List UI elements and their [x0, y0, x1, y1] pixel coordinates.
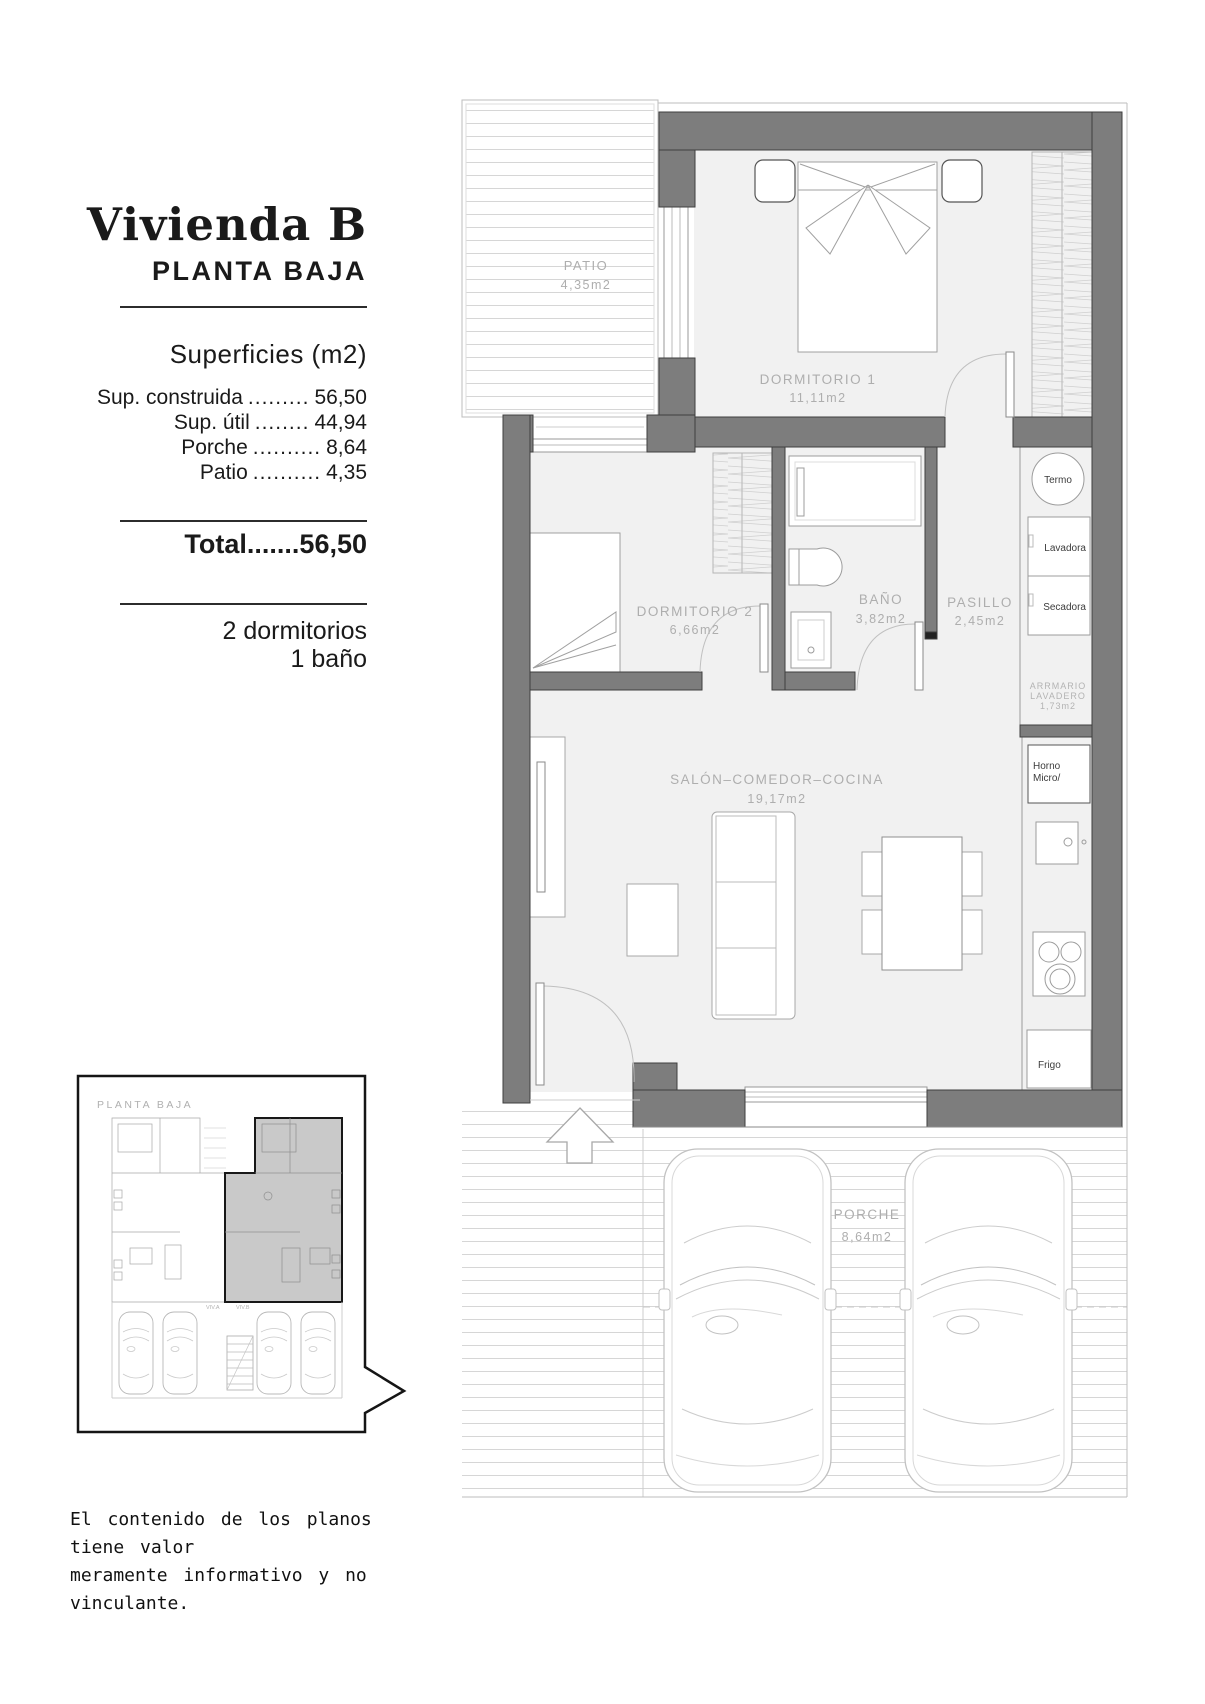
bathroom-area: 3,82m2	[855, 612, 907, 626]
door-opening-floor	[945, 417, 1013, 447]
surface-row: Sup. construida ......... 56,50	[96, 386, 367, 409]
wall	[772, 447, 785, 690]
disclaimer-line2: meramente informativo y no vinculante.	[70, 1565, 367, 1614]
wall	[503, 415, 530, 1103]
page-title: Vivienda B	[86, 198, 367, 251]
patio-area: 4,35m2	[560, 278, 612, 292]
hob	[1033, 932, 1085, 996]
window	[745, 1087, 927, 1102]
wall	[647, 415, 695, 452]
bathroom-label: BAÑO	[858, 592, 904, 607]
porch-label: PORCHE	[833, 1207, 901, 1222]
wall	[659, 358, 695, 418]
bedroom1-label: DORMITORIO 1	[759, 372, 877, 387]
surfaces-heading: Superficies (m2)	[169, 339, 367, 369]
surface-row: Sup. útil ........ 44,94	[173, 411, 367, 434]
double-bed	[798, 162, 937, 352]
nightstand	[755, 160, 795, 202]
patio	[462, 100, 658, 417]
living-room-label: SALÓN–COMEDOR–COCINA	[670, 772, 884, 787]
oven-label-line1: Horno	[1033, 761, 1061, 772]
wall	[659, 112, 1122, 150]
door-jamb	[925, 632, 937, 639]
disclaimer-line1: El contenido de los planos tiene valor	[70, 1509, 372, 1558]
key-plan	[78, 1076, 404, 1432]
living-room-area: 19,17m2	[747, 792, 807, 806]
key-plan-title: PLANTA BAJA	[97, 1099, 194, 1111]
dining-chair	[862, 852, 882, 896]
key-plan-unit-a-label: VIV.A	[206, 1305, 220, 1311]
wardrobe	[1032, 152, 1092, 417]
wall	[633, 1090, 745, 1127]
dining-table	[882, 837, 962, 970]
wall	[785, 672, 855, 690]
feature-bedrooms: 2 dormitorios	[222, 617, 367, 645]
sofa	[712, 812, 795, 1019]
hallway-area: 2,45m2	[954, 614, 1006, 628]
bathtub	[789, 456, 921, 526]
laundry-closet-label2: LAVADERO	[1030, 691, 1086, 701]
feature-bathrooms: 1 baño	[290, 645, 367, 673]
coffee-table	[627, 884, 678, 956]
bedroom1-area: 11,11m2	[789, 391, 847, 405]
surface-row: Patio .......... 4,35	[199, 461, 367, 484]
single-bed	[530, 533, 620, 672]
nightstand	[942, 160, 982, 202]
dining-chair	[862, 910, 882, 954]
dryer-label: Secadora	[1043, 602, 1086, 613]
oven-label-line2: Micro/	[1033, 773, 1061, 784]
wall	[695, 417, 945, 447]
total-row: Total.......56,50	[184, 529, 367, 559]
fridge	[1027, 1030, 1091, 1088]
key-plan-unit-b-label: VIV.B	[236, 1305, 250, 1311]
laundry-closet-label1: ARRMARIO	[1029, 681, 1087, 691]
bedroom2-label: DORMITORIO 2	[636, 604, 754, 619]
patio-hatch	[466, 104, 654, 413]
car	[659, 1149, 836, 1492]
fridge-label: Frigo	[1038, 1060, 1061, 1071]
surface-row: Porche .......... 8,64	[181, 436, 367, 459]
wall	[1092, 112, 1122, 1127]
key-plan-stairs	[227, 1336, 253, 1390]
hallway-label: PASILLO	[947, 595, 1013, 610]
disclaimer	[70, 1506, 430, 1618]
wall	[927, 1090, 1122, 1127]
wall	[1020, 725, 1092, 737]
bedroom2-area: 6,66m2	[669, 623, 721, 637]
kitchen-sink	[1036, 822, 1086, 864]
page-subtitle: PLANTA BAJA	[152, 256, 367, 286]
wall	[1013, 417, 1092, 447]
porch-area: 8,64m2	[841, 1230, 893, 1244]
dining-chair	[962, 852, 982, 896]
patio-label: PATIO	[563, 258, 609, 273]
window	[533, 427, 647, 452]
wall	[530, 672, 702, 690]
window	[664, 205, 688, 358]
dining-chair	[962, 910, 982, 954]
sink-vanity	[791, 612, 831, 668]
washing-machine-label: Lavadora	[1044, 543, 1086, 554]
wardrobe	[713, 453, 772, 573]
water-heater-label: Termo	[1044, 475, 1072, 486]
car	[900, 1149, 1077, 1492]
toilet	[789, 548, 842, 586]
wall	[925, 447, 937, 639]
wall	[659, 150, 695, 207]
laundry-closet-area: 1,73m2	[1039, 701, 1077, 711]
tv-cabinet	[530, 737, 565, 917]
